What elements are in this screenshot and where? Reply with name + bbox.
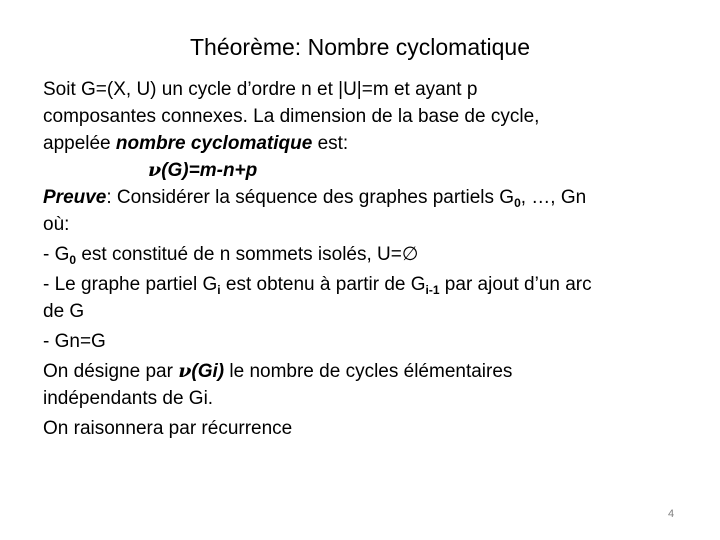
proof-subscript-0: 0: [514, 196, 521, 210]
intro-line-2: composantes connexes. La dimension de la base de cycle,: [43, 106, 540, 127]
cyclomatic-number-term: nombre cyclomatique: [115, 133, 313, 154]
item-2-subscript-i: i: [217, 283, 221, 297]
item-2-text-3: par ajout d’un arc: [439, 274, 592, 295]
item-2-line-2: de G: [43, 301, 85, 322]
slide-title: Théorème: Nombre cyclomatique: [189, 34, 531, 60]
item-2-text-1: - Le graphe partiel G: [43, 274, 218, 295]
intro-line-3-prefix: appelée: [43, 133, 116, 154]
item-2-text-2: est obtenu à partir de G: [220, 274, 426, 295]
proof-line-2: où:: [43, 214, 70, 235]
list-item-g0: [43, 241, 693, 268]
item-1-rest: est constitué de n sommets isolés, U=: [76, 244, 402, 265]
designate-text-2: le nombre de cycles élémentaires: [224, 361, 513, 382]
designate-term: (Gi): [191, 361, 225, 382]
proof-paragraph: [43, 184, 693, 238]
formula-expression: (G)=m-n+p: [161, 160, 258, 181]
nu-symbol-2: ν: [178, 360, 192, 382]
intro-line-1: Soit G=(X, U) un cycle d’ordre n et |U|=m et ayant p: [43, 79, 478, 100]
proof-text-1: : Considérer la séquence des graphes partiels G: [106, 187, 515, 208]
item-2-subscript-i-1: i-1: [425, 283, 440, 297]
designate-text-1: On désigne par: [43, 361, 179, 382]
item-1-text: - G: [43, 244, 70, 265]
nu-symbol: ν: [148, 159, 162, 181]
recurrence-paragraph: [43, 415, 693, 442]
item-1-subscript: 0: [69, 253, 77, 267]
proof-label: Preuve: [43, 187, 107, 208]
designate-line-2: indépendants de Gi.: [43, 388, 214, 409]
recurrence-text: On raisonnera par récurrence: [43, 418, 293, 439]
list-item-gn: [43, 328, 693, 355]
slide-body: [43, 76, 693, 442]
page-number: 4: [668, 508, 675, 520]
proof-text-2: , …, Gn: [520, 187, 587, 208]
item-3-text: - Gn=G: [43, 331, 106, 352]
intro-paragraph: [43, 76, 693, 157]
list-item-gi: [43, 271, 693, 325]
cyclomatic-formula: [43, 157, 693, 184]
empty-set-icon: ∅: [401, 243, 419, 265]
designate-paragraph: [43, 358, 693, 412]
intro-line-3-suffix: est:: [312, 133, 349, 154]
